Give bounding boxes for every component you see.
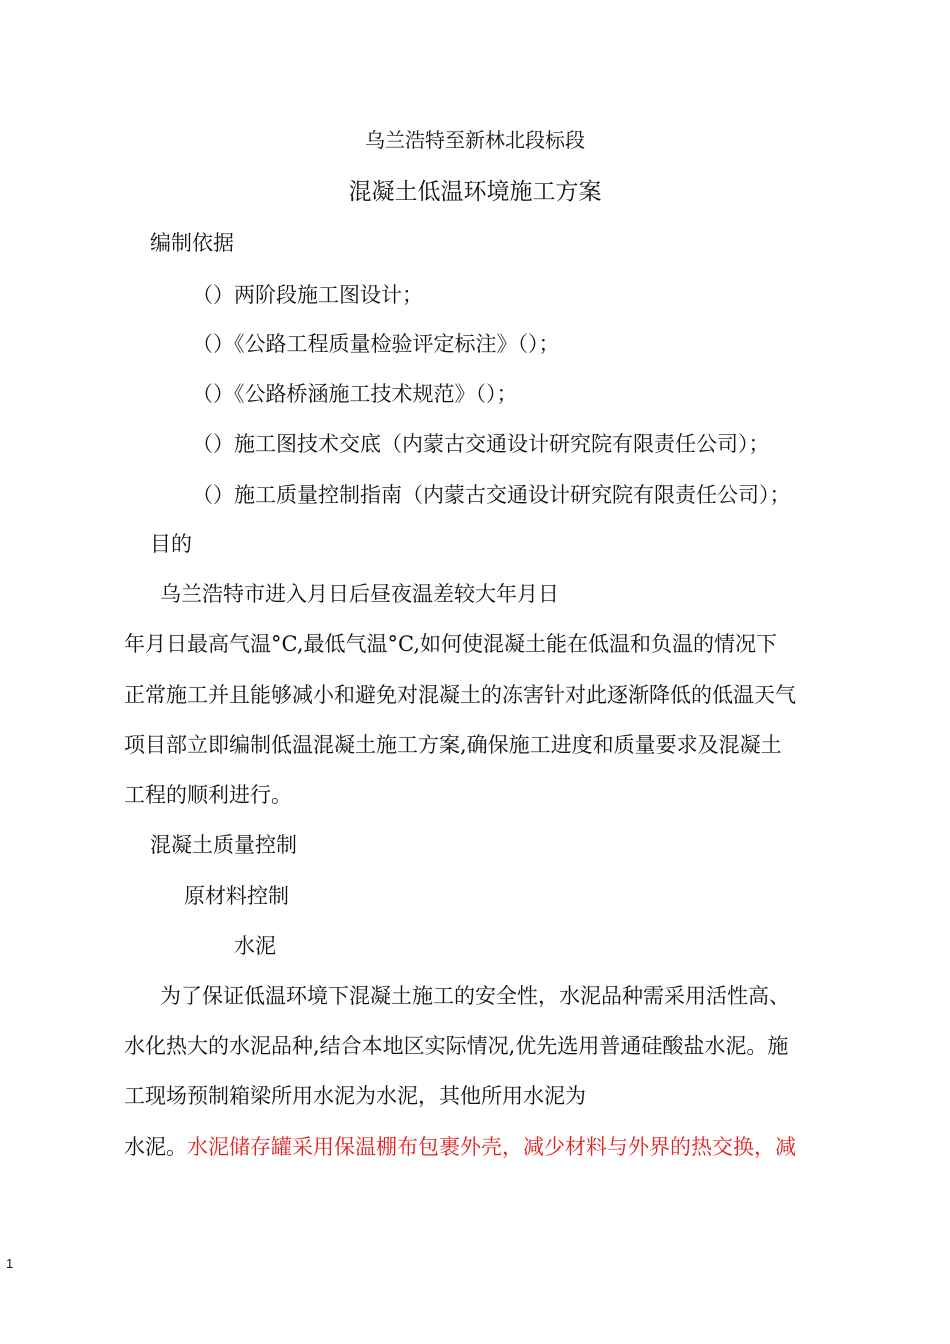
document-title: 混凝土低温环境施工方案 xyxy=(348,179,602,205)
cement-heading: 水泥 xyxy=(234,934,276,958)
basis-item: （）施工质量控制指南（内蒙古交通设计研究院有限责任公司）； xyxy=(192,483,791,507)
materials-heading: 原材料控制 xyxy=(184,884,289,908)
page-number: 1 xyxy=(6,1256,14,1271)
cement-line-last xyxy=(124,1133,796,1161)
purpose-line: 项目部立即编制低温混凝土施工方案,确保施工进度和质量要求及混凝土 xyxy=(124,733,782,757)
document-subtitle: 乌兰浩特至新林北段标段 xyxy=(365,128,585,152)
basis-item: （）两阶段施工图设计； xyxy=(192,283,423,307)
purpose-heading: 目的 xyxy=(150,532,192,556)
cement-line: 为了保证低温环境下混凝土施工的安全性，水泥品种需采用活性高、 xyxy=(160,984,790,1008)
quality-heading: 混凝土质量控制 xyxy=(150,833,297,857)
basis-item: （）《公路桥涵施工技术规范》（）； xyxy=(192,382,518,406)
cement-highlighted-text: 水泥储存罐采用保温棚布包裹外壳，减少材料与外界的热交换，减 xyxy=(187,1135,796,1159)
purpose-line: 年月日最高气温°C,最低气温°C,如何使混凝土能在低温和负温的情况下 xyxy=(124,632,777,656)
cement-line: 水化热大的水泥品种,结合本地区实际情况,优先选用普通硅酸盐水泥。施 xyxy=(124,1034,789,1058)
purpose-line: 乌兰浩特市进入月日后昼夜温差较大年月日 xyxy=(160,582,559,606)
purpose-line: 正常施工并且能够减小和避免对混凝土的冻害针对此逐渐降低的低温天气 xyxy=(124,683,796,707)
basis-item: （）《公路工程质量检验评定标注》（）； xyxy=(192,332,560,356)
basis-item: （）施工图技术交底（内蒙古交通设计研究院有限责任公司）； xyxy=(192,432,770,456)
basis-heading: 编制依据 xyxy=(150,231,234,255)
cement-last-black-text: 水泥。 xyxy=(124,1135,187,1159)
cement-line: 工现场预制箱梁所用水泥为水泥，其他所用水泥为 xyxy=(124,1084,586,1108)
purpose-line: 工程的顺利进行。 xyxy=(124,783,292,807)
